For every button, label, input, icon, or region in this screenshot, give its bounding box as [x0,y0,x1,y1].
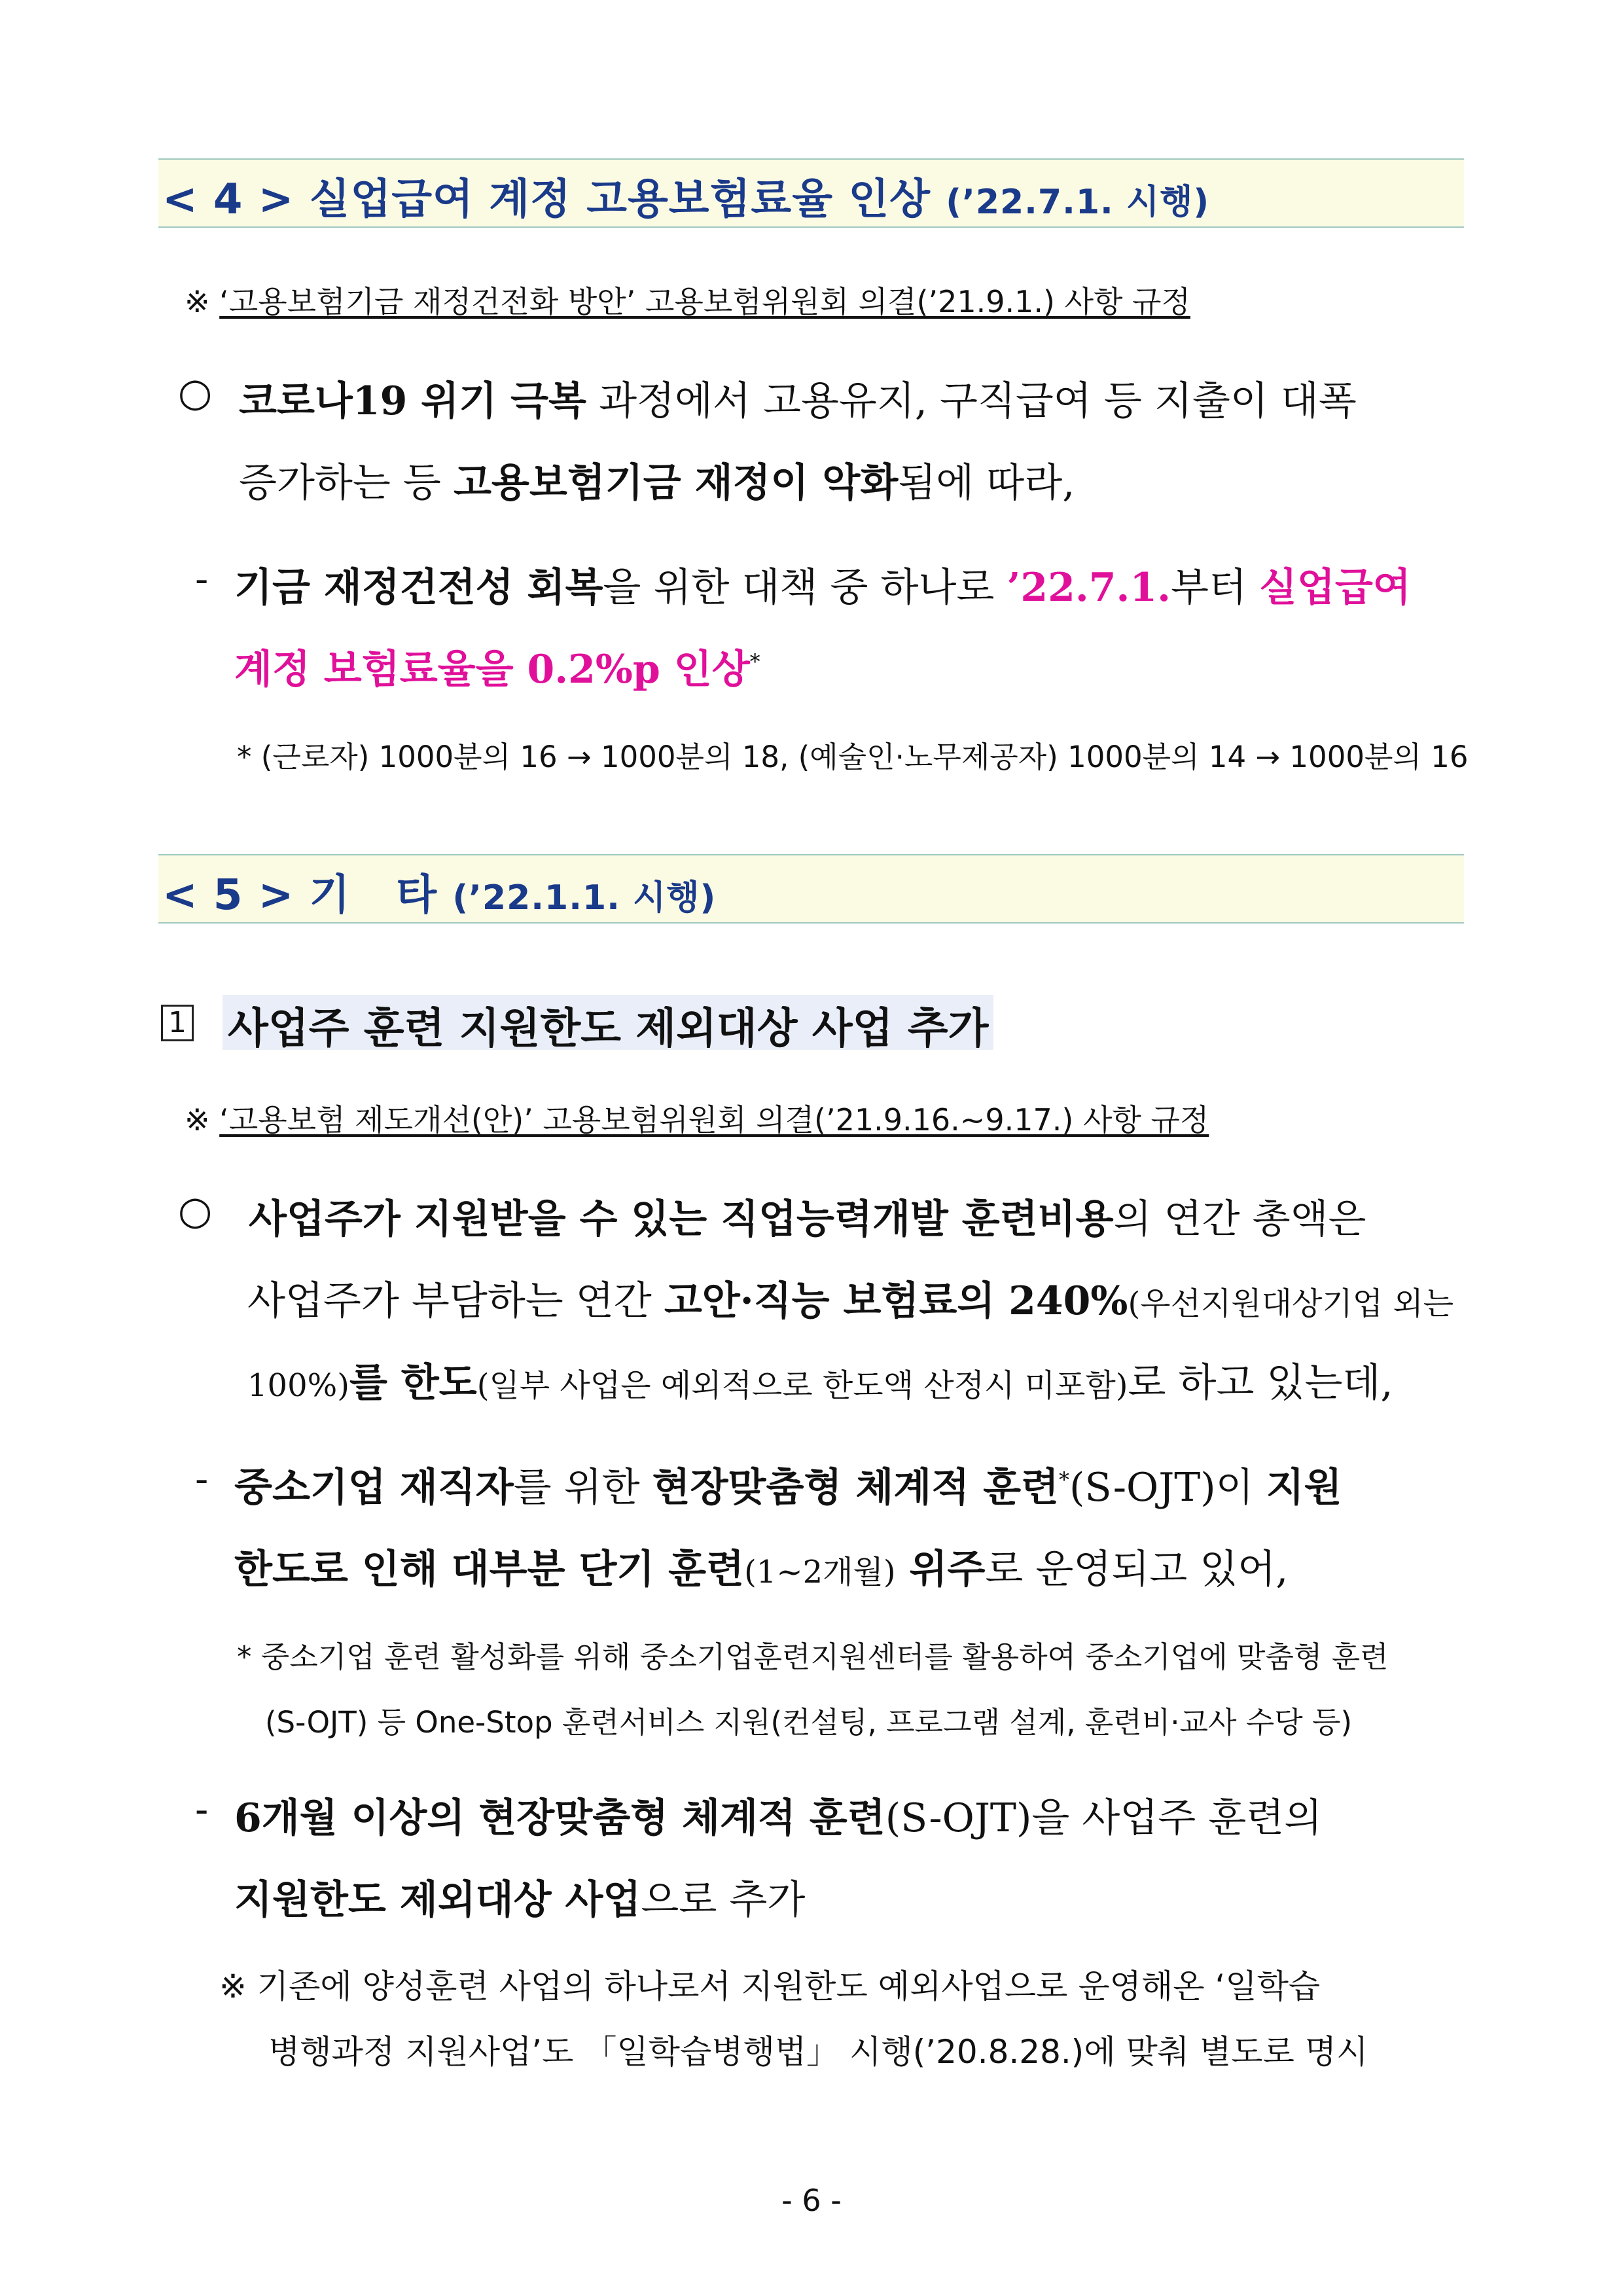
section-5-para2-line1 [234,1456,1342,1513]
s5p1-small-2: 100%) [247,1367,349,1404]
item-heading: 사업주 훈련 지원한도 제외대상 사업 추가 [223,995,993,1050]
s5p1-small-1: (우선지원대상기업 외는 [1128,1285,1454,1322]
p2-highlight-1: 실업급여 [1258,565,1411,611]
page-number: - 6 - [781,2183,842,2218]
s5p1-small-3: (일부 사업은 예외적으로 한도액 산정시 미포함) [476,1367,1128,1404]
p1-text-1: 과정에서 고용유지, 구직급여 등 지출이 대폭 [586,378,1357,424]
note-mark: ※ [185,1102,210,1138]
s5p3-bold-1: 6개월 이상의 현장맞춤형 체계적 훈련 [234,1795,885,1841]
section-5-footnote-line2: (S-OJT) 등 One-Stop 훈련서비스 지원(컨설팅, 프로그램 설계, 훈련비·교사 수당 등) [265,1705,1353,1740]
section-4-bullet-mark: ○ [178,370,213,416]
section-4-para1-line2 [239,452,1075,508]
s5p2-text-1: 를 위한 [513,1465,652,1511]
section-5-para1-line1 [249,1188,1366,1244]
section-4-footnote: * (근로자) 1000분의 16 → 1000분의 18, (예술인·노무제공자) 1000분의 14 → 1000분의 16 [237,740,1469,774]
section-5-footnote-line1: * 중소기업 훈련 활성화를 위해 중소기업훈련지원센터를 활용하여 중소기업에 맞춤형 훈련 [237,1640,1389,1674]
section-5-bullet-mark: ○ [178,1188,213,1234]
section-5-date: (’22.1.1. 시행) [452,878,717,918]
section-5-dash-1: - [195,1456,209,1502]
section-4-date: (’22.7.1. 시행) [946,183,1210,222]
p2-highlight-2: 계정 보험료율을 0.2%p 인상 [234,647,750,692]
s5p2-bold-5: 위주 [895,1547,986,1592]
s5p1-text-1: 의 연간 총액은 [1113,1196,1366,1242]
section-5-note2-line1: ※ 기존에 양성훈련 사업의 하나로서 지원한도 예외사업으로 운영해온 ‘일학습 [219,1967,1321,2005]
p2-text-1: 을 위한 대책 중 하나로 [603,565,1007,611]
s5p2-text-3: 로 운영되고 있어, [985,1547,1289,1592]
section-5-para1-line3 [247,1352,1393,1408]
s5p1-bold-3: 를 한도 [349,1360,477,1406]
section-4-para1-line1 [239,370,1464,426]
section-5-para3-line2 [234,1869,805,1925]
s5p3-text-1: (S-OJT)을 사업주 훈련의 [885,1795,1323,1841]
note-text: ‘고용보험기금 재정건전화 방안’ 고용보험위원회 의결(’21.9.1.) 사항 규정 [219,284,1190,319]
note-text: ‘고용보험 제도개선(안)’ 고용보험위원회 의결(’21.9.16.~9.17.) 사항 규정 [219,1102,1209,1138]
s5p3-text-2: 으로 추가 [641,1877,806,1923]
section-4-title-text: < 4 > 실업급여 계정 고용보험료율 인상 [162,175,931,224]
s5-footnote-star: * [1059,1467,1070,1492]
section-4-title [162,166,1209,226]
section-4-para2-line2 [234,638,760,694]
p2-bold-1: 기금 재정건전성 회복 [234,565,603,611]
footnote-star: * [749,649,760,674]
s5p1-text-2: 사업주가 부담하는 연간 [247,1278,664,1324]
p1-text-2: 증가하는 등 [239,460,454,506]
s5p2-bold-1: 중소기업 재직자 [234,1465,514,1511]
section-5-para1-line2 [247,1270,1454,1326]
section-5-para2-line2 [234,1538,1288,1594]
p1-text-3: 됨에 따라, [898,460,1075,506]
section-5-note [185,1096,1209,1139]
section-5-note2-line2: 병행과정 지원사업’도 「일학습병행법」 시행(’20.8.28.)에 맞춰 별도로 명시 [268,2033,1368,2071]
note-mark: ※ [185,284,210,319]
section-5-title-text: < 5 > 기 타 [162,871,438,920]
s5p3-bold-2: 지원한도 제외대상 사업 [234,1877,641,1923]
s5p2-bold-3: 지원 [1266,1465,1342,1511]
section-4-note [185,278,1190,321]
p2-date-highlight: ’22.7.1. [1007,565,1171,611]
s5p1-bold-1: 사업주가 지원받을 수 있는 직업능력개발 훈련비용 [249,1196,1114,1242]
s5p1-text-3: 로 하고 있는데, [1128,1360,1393,1406]
s5p1-bold-2: 고안·직능 보험료의 240% [664,1278,1128,1324]
s5p2-bold-4: 한도로 인해 대부분 단기 훈련 [234,1547,745,1592]
section-4-dash: - [195,556,209,602]
p1-bold-1: 코로나19 위기 극복 [239,378,586,424]
s5p2-small-1: (1~2개월) [744,1554,896,1590]
item-number-box: 1 [161,1005,194,1041]
p1-bold-2: 고용보험기금 재정이 악화 [453,460,899,506]
section-5-para3-line1 [234,1787,1322,1843]
section-5-dash-2: - [195,1787,209,1833]
s5p2-bold-2: 현장맞춤형 체계적 훈련 [652,1465,1060,1511]
section-5-title [162,861,716,922]
section-4-para2-line1 [234,556,1411,613]
s5p2-text-2: (S-OJT)이 [1069,1465,1266,1511]
p2-text-2: 부터 [1170,565,1259,611]
